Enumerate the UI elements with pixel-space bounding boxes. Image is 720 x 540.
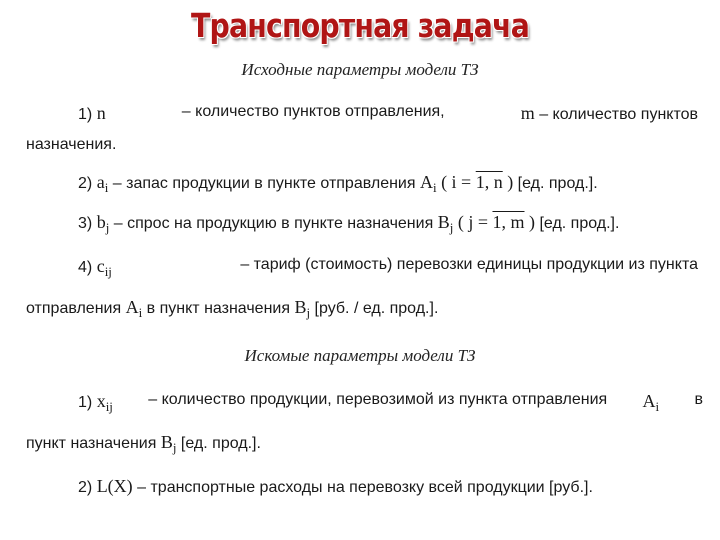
section-heading-sought: Искомые параметры модели ТЗ	[244, 346, 476, 365]
var-m: m	[520, 103, 535, 123]
item-2: 2) $a_i$ – запас продукции в пункте отправления $A_i$ ( i = 1, n ) [ед. прод.].	[78, 172, 598, 195]
sought-item-2: 2) L(X) – транспортные расходы на перевозку всей продукции [руб.].	[78, 476, 593, 496]
item-4-line-1: 4) $c_{ij}$ – тариф (стоимость) перевозки единицы продукции из пункта	[78, 256, 698, 279]
page-title: Транспортная задача	[190, 6, 530, 45]
item-1-line-2: назначения.	[26, 136, 117, 153]
sought-item-1-line-1: 1) $x_{ij}$ – количество продукции, перевозимой из пункта отправления $A_i$ в	[78, 391, 703, 414]
item-3: 3) $b_j$ – спрос на продукцию в пункте назначения $B_j$ ( j = 1, m ) [ед. прод.].	[78, 212, 620, 235]
section-heading-initial: Исходные параметры модели ТЗ	[241, 60, 479, 79]
item-4-line-2: отправления $A_i$ в пункт назначения $B_j$ [руб. / ед. прод.].	[26, 297, 439, 320]
var-n: n	[96, 103, 106, 123]
sought-item-1-line-2: пункт назначения $B_j$ [ед. прод.].	[26, 432, 261, 455]
item-1-line-1: 1) n – количество пунктов отправления, m – количество пунктов	[78, 103, 698, 123]
